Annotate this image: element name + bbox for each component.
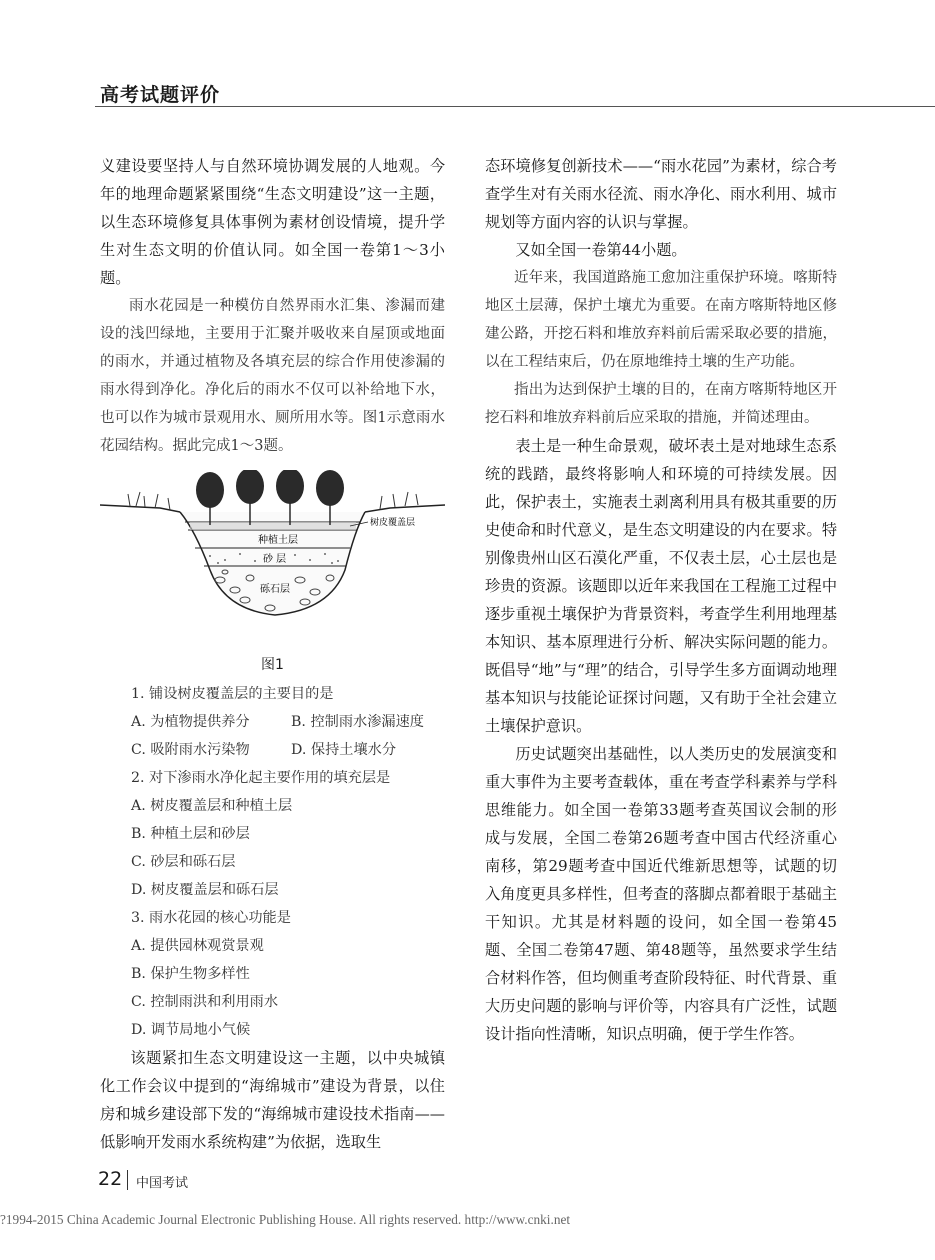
right-column <box>485 152 837 1048</box>
option-d: D. 树皮覆盖层和砾石层 <box>131 882 279 898</box>
soil-layer-label: 种植土层 <box>258 535 298 546</box>
question-prompt-paragraph: 指出为达到保护土壤的目的，在南方喀斯特地区开挖石料和堆放弃料前后应采取的措施，并简述理由。 <box>485 382 837 426</box>
page-number: 22 <box>98 1168 123 1190</box>
copyright-notice: ?1994-2015 China Academic Journal Electronic Publishing House. All rights reserved. http://www.cnki.net <box>0 1212 571 1227</box>
rain-garden-diagram <box>100 470 445 650</box>
body-paragraph: 表土是一种生命景观，破坏表土是对地球生态系统的践踏，最终将影响人和环境的可持续发展。因此，保护表土，实施表土剥离利用具有极其重要的历史使命和时代意义，是生态文明建设的内在要求。特别像贵州山区石漠化严重，不仅表土层，心土层也是珍贵的资源。该题即以近年来我国在工程施工过程中逐步重视土壤保护为背景资料，考查学生利用地理基本知识、基本原理进行分析、解决实际问题的能力。既倡导“地”与“理”的结合，引导学生多方面调动地理基本知识与技能论证探讨问题，又有助于全社会建立土壤保护意识。 <box>485 437 837 735</box>
option-d: D. 调节局地小气候 <box>131 1022 251 1038</box>
option-d: D. 保持土壤水分 <box>291 742 397 758</box>
gravel-layer-label: 砾石层 <box>260 584 290 595</box>
option-a: A. 提供园林观赏景观 <box>131 938 264 954</box>
journal-name: 中国考试 <box>136 1176 189 1191</box>
option-b: B. 种植土层和砂层 <box>131 826 250 842</box>
body-paragraph: 态环境修复创新技术——“雨水花园”为素材，综合考查学生对有关雨水径流、雨水净化、雨水利用、城市规划等方面内容的认识与掌握。 <box>485 157 837 231</box>
header-rule <box>95 106 935 107</box>
option-b: B. 保护生物多样性 <box>131 966 250 982</box>
option-a: A. 为植物提供养分 <box>131 714 250 730</box>
body-paragraph: 又如全国一卷第44小题。 <box>515 241 687 259</box>
footer-separator <box>127 1170 128 1190</box>
body-paragraph: 历史试题突出基础性，以人类历史的发展演变和重大事件为主要考查载体，重在考查学科素养与学科思维能力。如全国一卷第33题考查英国议会制的形成与发展，全国二卷第26题考查中国古代经济重心南移，第29题考查中国近代维新思想等，试题的切入角度更具多样性，但考查的落脚点都着眼于基础主干知识。尤其是材料题的设问，如全国一卷第45题、全国二卷第47题、第48题等，虽然要求学生结合材料作答，但均侧重考查阶段特征、时代背景、重大历史问题的影响与评价等，内容具有广泛性，试题设计指向性清晰，知识点明确，便于学生作答。 <box>485 745 837 1043</box>
left-column <box>100 152 445 1156</box>
body-paragraph: 该题紧扣生态文明建设这一主题，以中央城镇化工作会议中提到的“海绵城市”建设为背景，以住房和城乡建设部下发的“海绵城市建设技术指南——低影响开发雨水系统构建”为依据，选取生 <box>100 1049 445 1151</box>
option-c: C. 砂层和砾石层 <box>131 854 236 870</box>
rain-garden-figure <box>100 470 445 650</box>
body-paragraph: 义建设要坚持人与自然环境协调发展的人地观。今年的地理命题紧紧围绕“生态文明建设”这一主题，以生态环境修复具体事例为素材创设情境，提升学生对生态文明的价值认同。如全国一卷第1～3小题。 <box>100 157 445 287</box>
question-3: 3. 雨水花园的核心功能是 <box>131 910 291 926</box>
option-a: A. 树皮覆盖层和种植土层 <box>131 798 293 814</box>
sand-layer-label: 砂 层 <box>263 554 287 565</box>
question-stem-paragraph: 近年来，我国道路施工愈加注重保护环境。喀斯特地区土层薄，保护土壤尤为重要。在南方喀斯特地区修建公路，开挖石料和堆放弃料前后需采取必要的措施，以在工程结束后，仍在原地维持土壤的生产功能。 <box>485 270 837 370</box>
question-1: 1. 铺设树皮覆盖层的主要目的是 <box>131 686 334 702</box>
question-stem-paragraph: 雨水花园是一种模仿自然界雨水汇集、渗漏而建设的浅凹绿地，主要用于汇聚并吸收来自屋顶或地面的雨水，并通过植物及各填充层的综合作用使渗漏的雨水得到净化。净化后的雨水不仅可以补给地下水，也可以作为城市景观用水、厕所用水等。图1示意雨水花园结构。据此完成1～3题。 <box>100 298 445 454</box>
option-c: C. 控制雨洪和利用雨水 <box>131 994 279 1010</box>
question-2: 2. 对下渗雨水净化起主要作用的填充层是 <box>131 770 391 786</box>
question-1-options-cd <box>100 736 445 764</box>
figure-caption: 图1 <box>261 657 284 673</box>
page-header-title: 高考试题评价 <box>100 84 221 106</box>
option-b: B. 控制雨水渗漏速度 <box>291 714 424 730</box>
bark-layer-label: 树皮覆盖层 <box>370 518 416 528</box>
option-c: C. 吸附雨水污染物 <box>131 742 250 758</box>
question-1-options-ab <box>100 708 445 736</box>
